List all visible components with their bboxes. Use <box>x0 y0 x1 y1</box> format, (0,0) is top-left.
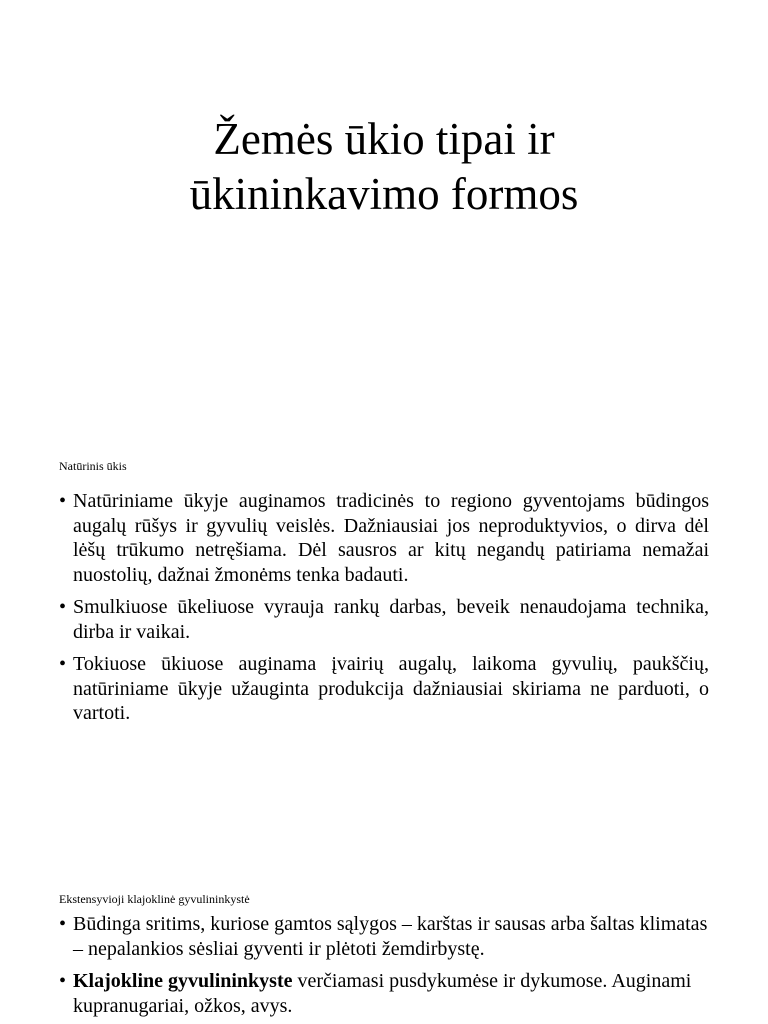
bullet-text: Būdinga sritims, kuriose gamtos sąlygos – karštas ir sausas arba šaltas klimatas – nepalankios sėsliai gyventi ir plėtoti žemdirbystę. <box>73 913 708 960</box>
bold-term: Klajokline gyvulininkyste <box>73 970 293 992</box>
bullet-item <box>59 489 709 587</box>
bullet-item <box>59 969 709 1018</box>
bullet-item <box>59 652 709 726</box>
bullet-item <box>59 912 709 961</box>
presentation-title <box>0 112 768 222</box>
bullet-marker: • <box>59 913 67 935</box>
bullet-text: Natūriniame ūkyje auginamos tradicinės to regiono gyventojams būdingos augalų rūšys ir gyvulių veislės. Dažniausiai jos neproduktyvios, o dirva dėl lėšų trūkumo netręšiama. Dėl sausros ar kitų negandų patiriama nemažai nuostolių, dažnai žmonėms tenka badauti. <box>73 490 709 586</box>
naturinis-ukis-slide <box>0 420 768 870</box>
klajokline-gyvulininkyste-slide <box>0 870 768 1024</box>
bullet-list <box>59 912 709 1024</box>
bullet-list <box>59 489 709 734</box>
bullet-item <box>59 595 709 644</box>
bullet-marker: • <box>59 490 67 512</box>
bullet-text: verčiamasi pusdykumėse ir dykumose. Auginami kupranugariai, ožkos, avys. <box>73 970 692 1017</box>
bullet-marker: • <box>59 596 67 618</box>
bullet-text: Tokiuose ūkiuose auginama įvairių augalų, laikoma gyvulių, paukščių, natūriniame ūkyje užauginta produkcija dažniausiai skiriama ne parduoti, o vartoti. <box>73 653 709 724</box>
title-line-1: Žemės ūkio tipai ir <box>213 114 555 164</box>
bullet-marker: • <box>59 653 67 675</box>
section-heading: Natūrinis ūkis <box>59 459 127 473</box>
section-heading: Ekstensyvioji klajoklinė gyvulininkystė <box>59 892 250 906</box>
title-slide <box>0 0 768 420</box>
bullet-marker: • <box>59 970 67 992</box>
bullet-text: Smulkiuose ūkeliuose vyrauja rankų darbas, beveik nenaudojama technika, dirba ir vaikai. <box>73 596 709 643</box>
title-line-2: ūkininkavimo formos <box>189 169 579 219</box>
